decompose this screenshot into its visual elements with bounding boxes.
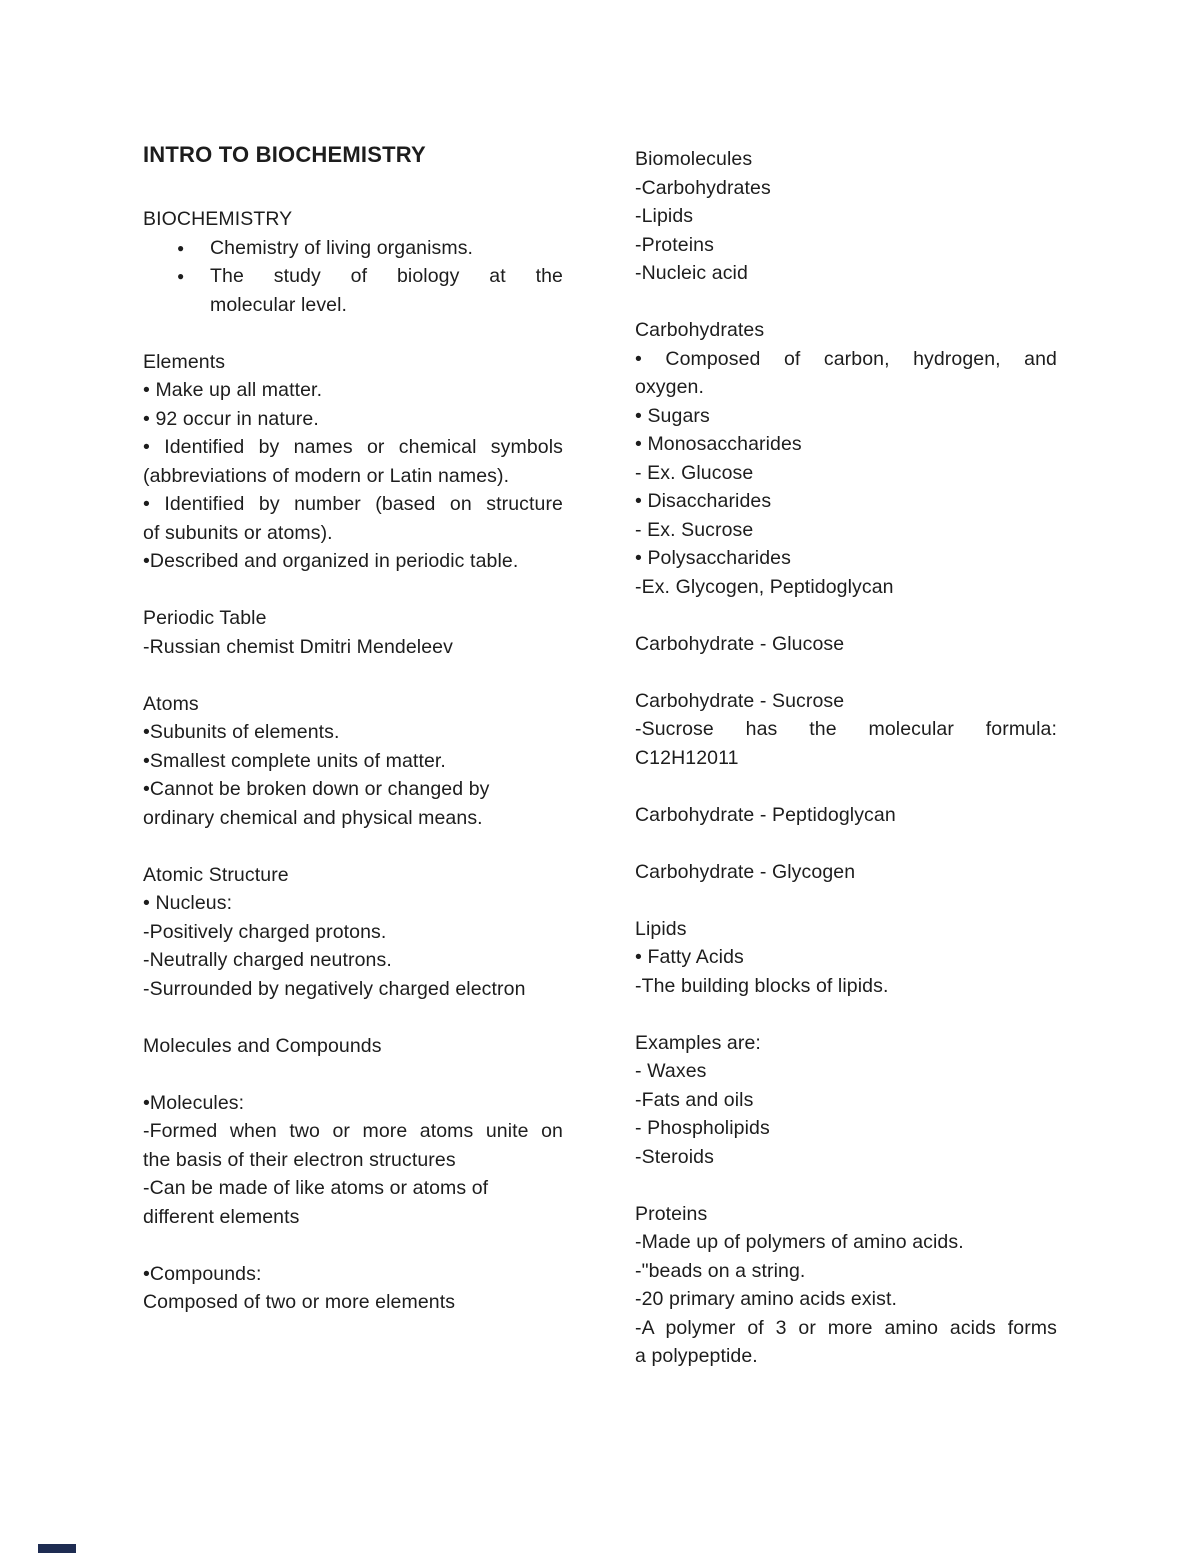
text-line: • 92 occur in nature. [143,407,319,430]
text-line: Periodic Table [143,607,267,629]
text-line: - Ex. Glucose [635,461,754,484]
text-line: different elements [143,1205,300,1228]
text-block [143,1089,563,1232]
text-line: • Disaccharides [635,490,772,512]
text-line: • Make up all matter. [143,379,323,401]
text-line: Atomic Structure [143,863,289,886]
page-footer-marker [38,1544,76,1553]
text-line: •Compounds: [143,1262,262,1285]
text-block [635,801,1057,830]
bullet-icon: ● [177,240,185,255]
text-line: -Fats and oils [635,1088,754,1111]
text-line: • Monosaccharides [635,433,802,455]
bullet-icon: ● [177,269,185,283]
text-line: • Sugars [635,404,710,427]
text-block [635,145,1057,288]
text-line: Proteins [635,1202,708,1225]
text-line: -Sucrose has the molecular formula: [635,718,1057,740]
text-line: Carbohydrate - Glucose [635,632,845,655]
text-line: -Russian chemist Dmitri Mendeleev [143,635,453,658]
text-line: •Cannot be broken down or changed by [143,778,490,800]
left-column [143,140,563,1317]
text-line: •Molecules: [143,1091,245,1114]
text-line: •Subunits of elements. [143,721,340,743]
text-line: ordinary chemical and physical means. [143,806,483,829]
text-line: -Proteins [635,233,714,256]
text-line: -Can be made of like atoms or atoms of [143,1177,489,1199]
text-line: molecular level. [210,293,348,316]
text-block [635,1029,1057,1172]
text-line: -Made up of polymers of amino acids. [635,1231,964,1253]
text-line: • Nucleus: [143,892,233,914]
text-line [143,262,563,291]
text-block [143,140,563,170]
text-line: • Polysaccharides [635,547,791,569]
text-line: Atoms [143,692,199,715]
text-line: oxygen. [635,376,704,398]
text-line: -Neutrally charged neutrons. [143,949,392,971]
text-line: -Surrounded by negatively charged electron [143,977,526,1000]
text-line: -Carbohydrates [635,176,771,199]
text-block [143,348,563,576]
text-line: -Positively charged protons. [143,920,387,943]
text-line: BIOCHEMISTRY [143,208,293,230]
text-line: -Lipids [635,205,694,227]
text-line: • Identified by names or chemical symbols [143,436,563,458]
text-line: -Ex. Glycogen, Peptidoglycan [635,575,894,598]
text-block [143,861,563,1004]
text-line: -A polymer of 3 or more amino acids forms [635,1316,1057,1339]
text-block [635,316,1057,601]
text-line: Lipids [635,917,687,940]
text-line-content: Chemistry of living organisms. [210,236,474,259]
text-block [143,1260,563,1317]
text-line: -Formed when two or more atoms unite on [143,1120,563,1142]
text-block [143,690,563,833]
text-line: -"beads on a string. [635,1259,806,1282]
text-line: C12H12011 [635,746,739,769]
text-line-content: The study of biology at the [210,265,563,287]
text-line: - Ex. Sucrose [635,518,754,541]
text-block [635,915,1057,1001]
text-line: a polypeptide. [635,1345,758,1367]
text-block [635,858,1057,887]
text-block [635,630,1057,659]
text-line: the basis of their electron structures [143,1148,456,1171]
right-column [635,145,1057,1371]
text-line: -20 primary amino acids exist. [635,1288,898,1310]
text-line: Examples are: [635,1031,761,1054]
text-line: (abbreviations of modern or Latin names). [143,464,510,487]
text-line: •Smallest complete units of matter. [143,749,446,772]
text-line: •Described and organized in periodic table. [143,550,519,572]
text-line: Composed of two or more elements [143,1291,456,1313]
text-line: Elements [143,350,226,373]
text-line: - Phospholipids [635,1117,770,1139]
text-block [635,687,1057,773]
text-line: Carbohydrate - Sucrose [635,689,845,712]
page-title: INTRO TO BIOCHEMISTRY [143,142,426,167]
text-line: • Fatty Acids [635,946,744,968]
text-block [143,1032,563,1061]
text-line: Carbohydrate - Peptidoglycan [635,803,896,826]
text-line [143,234,563,263]
text-line: • Composed of carbon, hydrogen, and [635,347,1057,370]
text-line: Biomolecules [635,148,753,170]
text-line: • Identified by number (based on structure [143,493,563,515]
text-line: Carbohydrates [635,319,765,341]
text-line: -Steroids [635,1145,714,1168]
text-block [143,604,563,661]
text-line: of subunits or atoms). [143,521,333,544]
text-line: Carbohydrate - Glycogen [635,860,856,883]
text-line: -The building blocks of lipids. [635,974,889,997]
text-block [143,205,563,319]
text-block [635,1200,1057,1371]
text-line: Molecules and Compounds [143,1034,382,1057]
text-line: -Nucleic acid [635,262,748,284]
text-line: - Waxes [635,1060,707,1082]
